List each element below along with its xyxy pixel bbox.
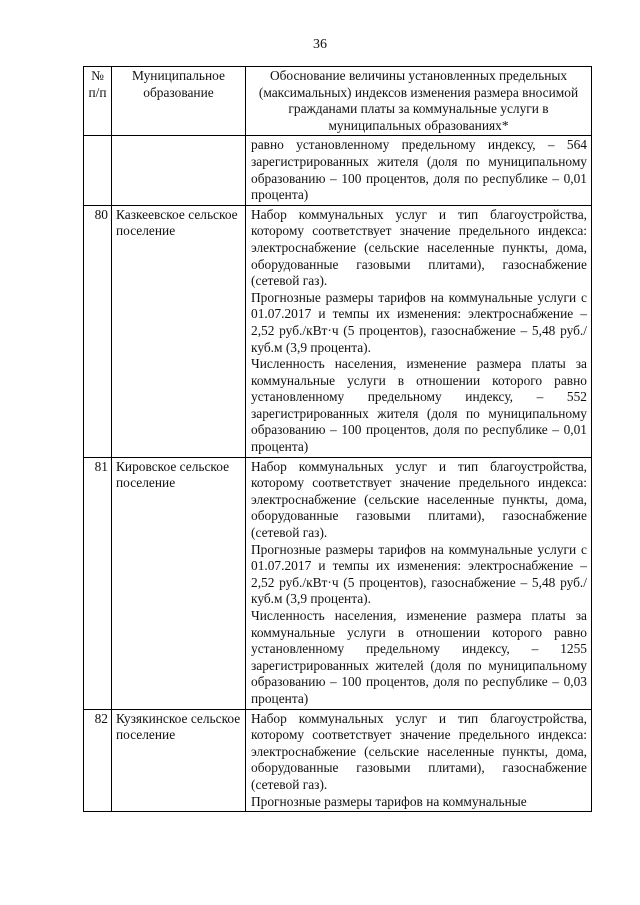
cell-num: 82 (84, 709, 112, 812)
paragraph-tariffs: Прогнозные размеры тарифов на коммунальные (251, 793, 527, 809)
paragraph-services: Набор коммунальных услуг и тип благоустройства, которому соответствует значение предельного индекса: электроснабжение (сельские населенные пункты, дома, оборудованные газовыми плитами), газоснабжение (сетевой газ). (251, 458, 587, 541)
cell-justification (246, 709, 592, 812)
cell-municipality: Казкеевское сельское поселение (112, 205, 246, 457)
tariff-index-table (83, 66, 592, 812)
table-header-row (84, 67, 592, 136)
paragraph-population: Численность населения, изменение размера платы за коммунальные услуги в отношении которого равно установленному предельному индексу, – 1255 зарегистрированных жителей (доля по муниципальному образованию – 100 процентов, доля по республике – 0,03 процента) (251, 608, 587, 706)
paragraph-services: Набор коммунальных услуг и тип благоустройства, которому соответствует значение предельного индекса: электроснабжение (сельские населенные пункты, дома, оборудованные газовыми плитами), газоснабжение (сетевой газ). (251, 710, 587, 792)
cell-municipality-empty (112, 136, 246, 205)
table-row (84, 709, 592, 812)
cell-num: 80 (84, 205, 112, 457)
cell-justification-continuation (246, 136, 592, 205)
paragraph-tariffs: Прогнозные размеры тарифов на коммунальные услуги с 01.07.2017 и темпы их изменения: электроснабжение – 2,52 руб./кВт·ч (5 процентов), газоснабжение – 5,48 руб./куб.м (3,9 процента). (251, 289, 587, 355)
cell-num-empty (84, 136, 112, 205)
cell-justification (246, 457, 592, 709)
header-num: № п/п (84, 67, 112, 136)
table-row (84, 205, 592, 457)
header-justification: Обоснование величины установленных предельных (максимальных) индексов изменения размера вносимой гражданами платы за коммунальные услуги в муниципальных образованиях* (246, 67, 592, 136)
table-row-continuation (84, 136, 592, 205)
paragraph-services: Набор коммунальных услуг и тип благоустройства, которому соответствует значение предельного индекса: электроснабжение (сельские населенные пункты, дома, оборудованные газовыми плитами), газоснабжение (сетевой газ). (251, 206, 587, 289)
paragraph-population: Численность населения, изменение размера платы за коммунальные услуги в отношении которого равно установленному предельному индексу, – 552 зарегистрированных жителя (доля по муниципальному образованию – 100 процентов, доля по республике – 0,01 процента) (251, 356, 587, 455)
cell-num: 81 (84, 457, 112, 709)
cell-justification (246, 205, 592, 457)
cell-municipality: Кировское сельское поселение (112, 457, 246, 709)
paragraph-tariffs: Прогнозные размеры тарифов на коммунальные услуги с 01.07.2017 и темпы их изменения: электроснабжение – 2,52 руб./кВт·ч (5 процентов), газоснабжение – 5,48 руб./куб.м (3,9 процента). (251, 541, 587, 607)
page-number: 36 (313, 37, 327, 52)
header-municipality: Муниципальное образование (112, 67, 246, 136)
table-row (84, 457, 592, 709)
continuation-text: равно установленному предельному индексу, – 564 зарегистрированных жителя (доля по муниципальному образованию – 100 процентов, доля по республике – 0,01 процента) (251, 137, 587, 203)
cell-municipality: Кузякинское сельское поселение (112, 709, 246, 812)
